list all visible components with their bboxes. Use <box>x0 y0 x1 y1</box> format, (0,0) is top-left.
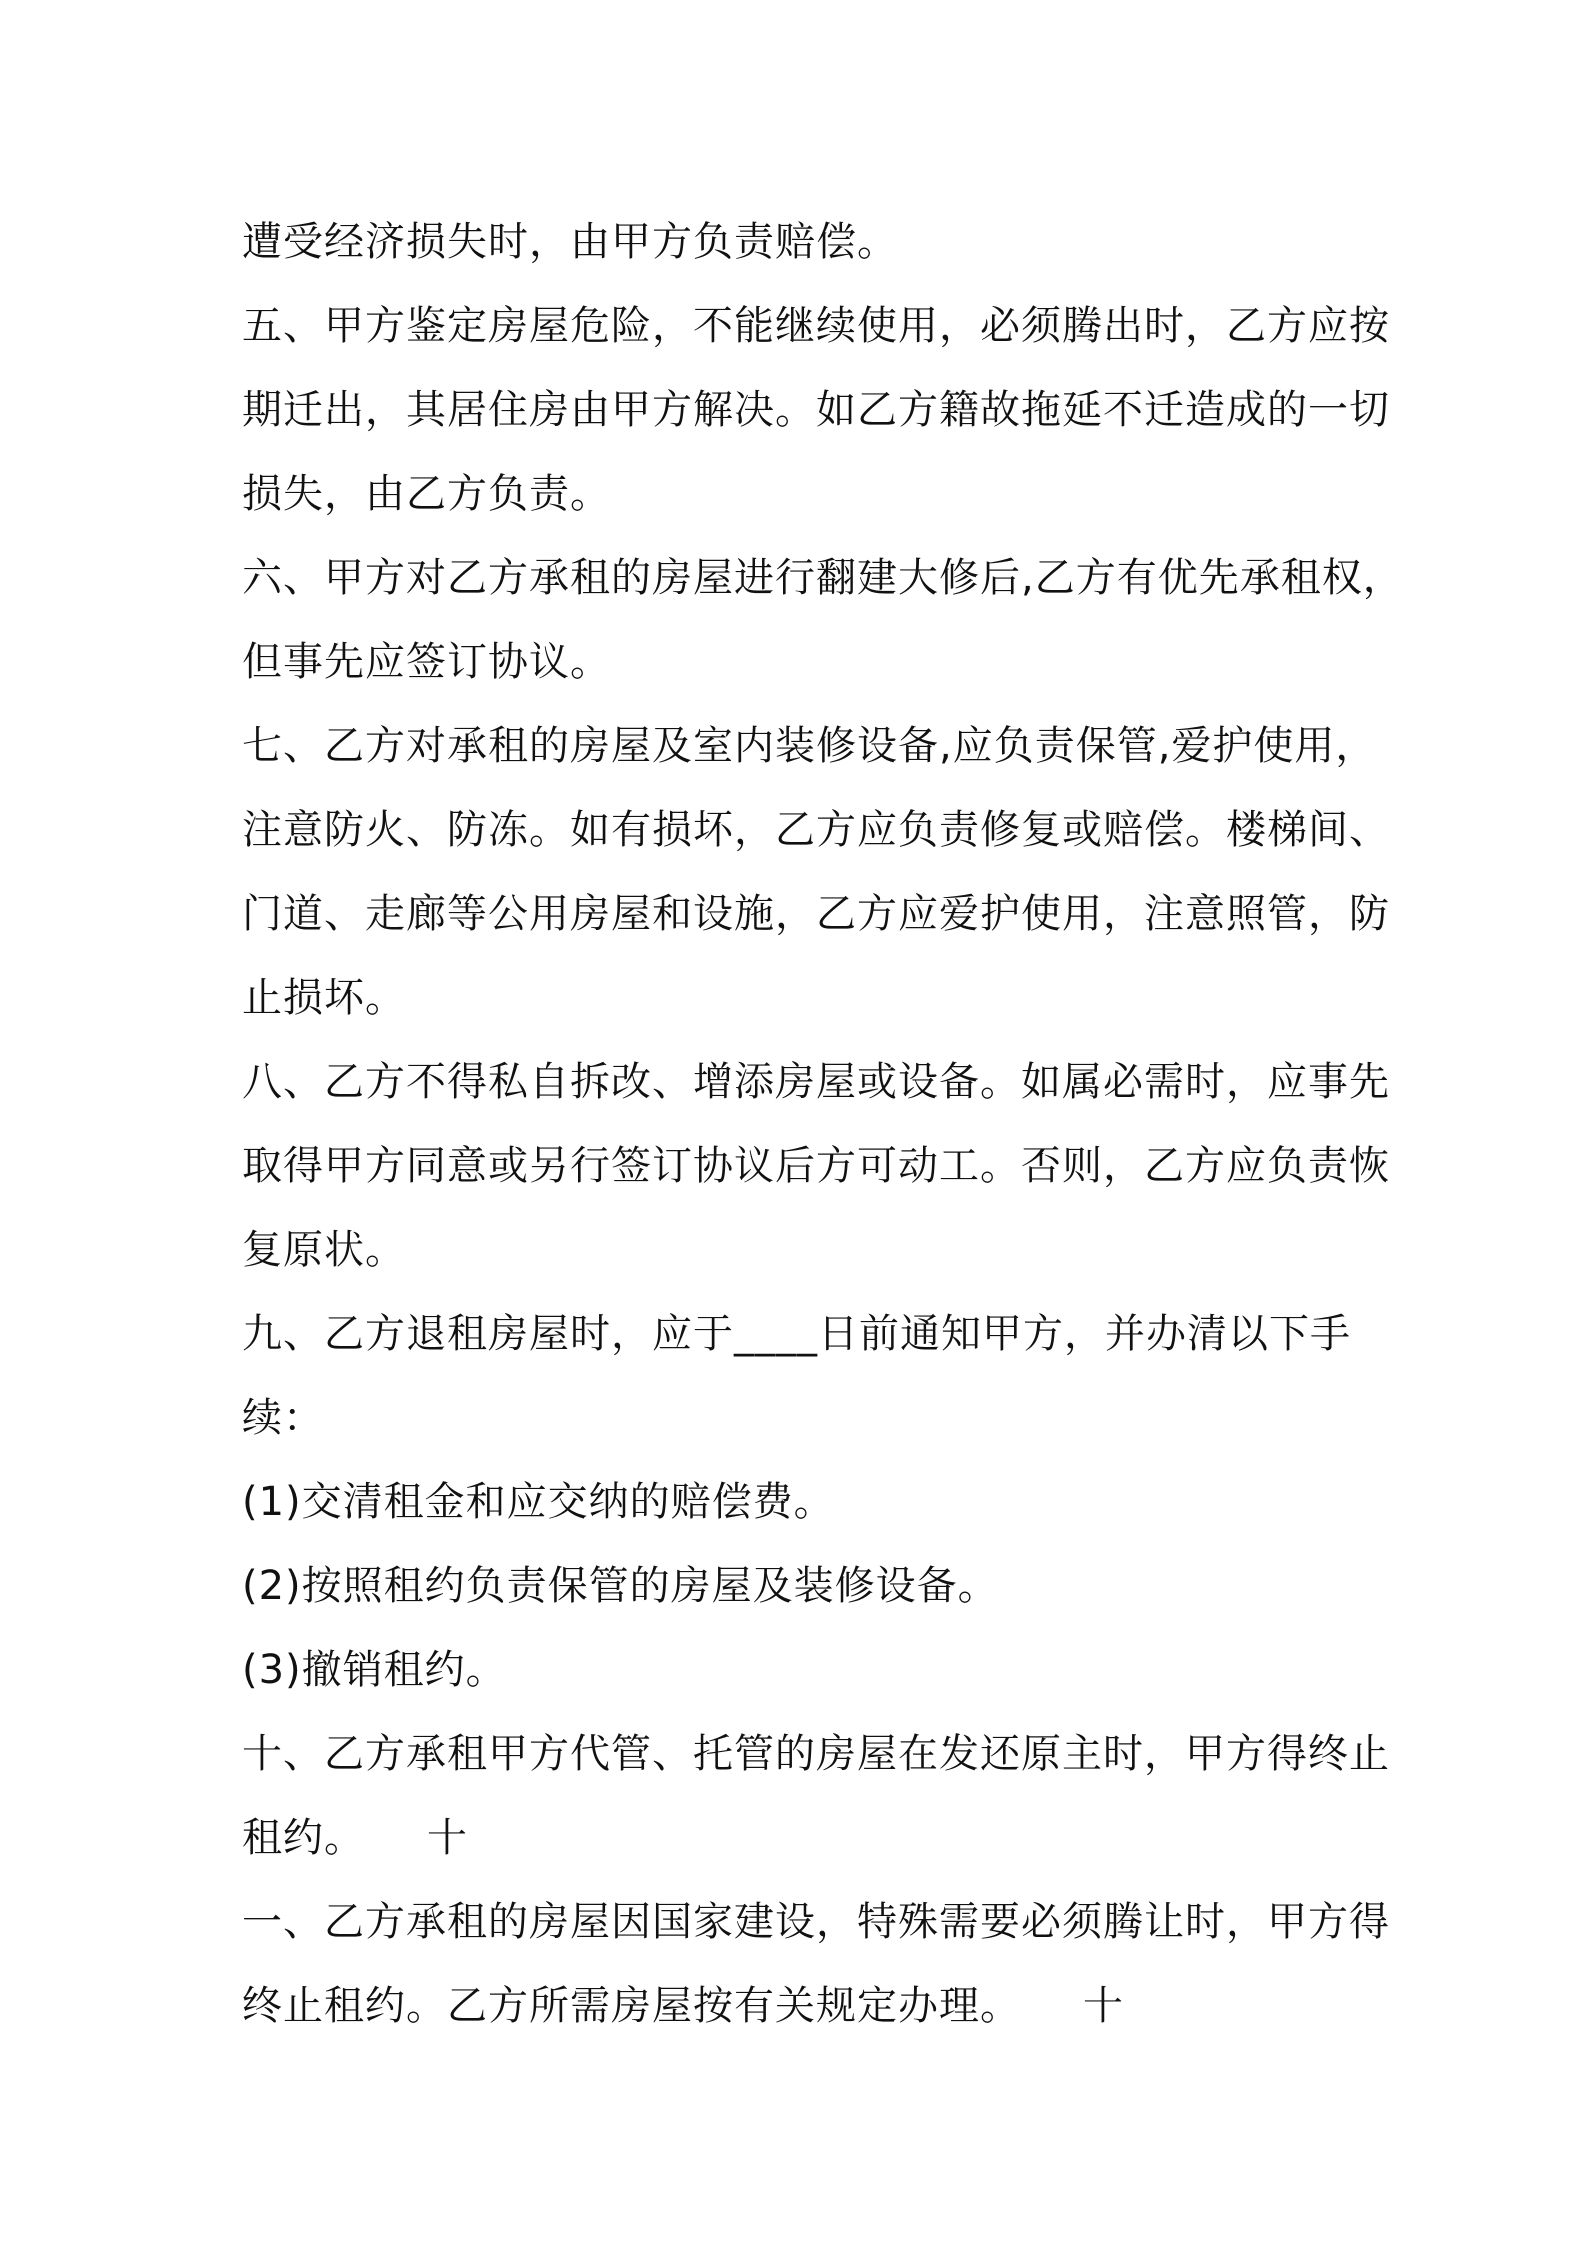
text-line: 七、乙方对承租的房屋及室内装修设备,应负责保管,爱护使用， <box>242 723 1377 769</box>
text-line: 六、甲方对乙方承租的房屋进行翻建大修后,乙方有优先承租权， <box>242 555 1404 601</box>
text-line: 五、甲方鉴定房屋危险，不能继续使用，必须腾出时，乙方应按 <box>242 303 1390 349</box>
text-line: 终止租约。乙方所需房屋按有关规定办理。 十 <box>242 1983 1124 2029</box>
text-line: (2)按照租约负责保管的房屋及装修设备。 <box>242 1563 999 1609</box>
text-line: 租约。 十 <box>242 1815 468 1861</box>
text-line: 注意防火、防冻。如有损坏，乙方应负责修复或赔偿。楼梯间、 <box>242 807 1390 853</box>
text-line: 遭受经济损失时，由甲方负责赔偿。 <box>242 219 898 265</box>
document-body <box>242 200 1404 2048</box>
text-line: 门道、走廊等公用房屋和设施，乙方应爱护使用，注意照管，防 <box>242 891 1390 937</box>
text-line: 取得甲方同意或另行签订协议后方可动工。否则，乙方应负责恢 <box>242 1143 1390 1189</box>
text-line: (3)撤销租约。 <box>242 1647 507 1693</box>
text-line: 止损坏。 <box>242 975 406 1021</box>
text-line: 复原状。 <box>242 1227 406 1273</box>
text-line: 一、乙方承租的房屋因国家建设，特殊需要必须腾让时，甲方得 <box>242 1899 1390 1945</box>
text-line: (1)交清租金和应交纳的赔偿费。 <box>242 1479 835 1525</box>
text-line: 续： <box>242 1395 324 1441</box>
text-line: 损失，由乙方负责。 <box>242 471 611 517</box>
text-line: 但事先应签订协议。 <box>242 639 611 685</box>
text-line: 九、乙方退租房屋时，应于____日前通知甲方，并办清以下手 <box>242 1311 1351 1357</box>
text-line: 十、乙方承租甲方代管、托管的房屋在发还原主时，甲方得终止 <box>242 1731 1390 1777</box>
text-line: 期迁出，其居住房由甲方解决。如乙方籍故拖延不迁造成的一切 <box>242 387 1390 433</box>
text-line: 八、乙方不得私自拆改、增添房屋或设备。如属必需时，应事先 <box>242 1059 1390 1105</box>
